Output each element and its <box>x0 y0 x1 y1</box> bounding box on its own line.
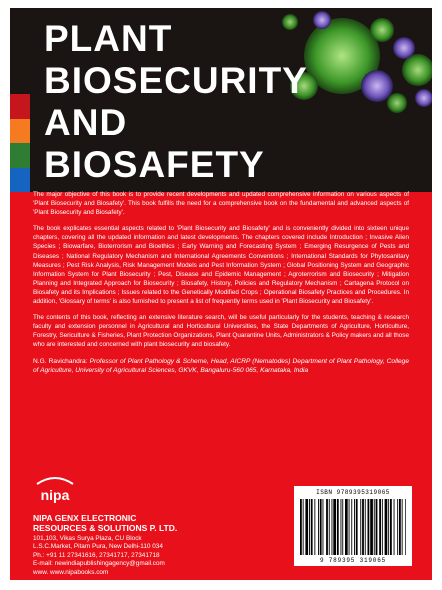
author-affiliation: Professor of Plant Pathology & Scheme, Head, AICRP (Nematodes) Department of Plant Pathology, College of Agriculture, University of Agricultural Sciences, GKVK, Bangaluru-560 065, Karnataka, India <box>33 357 409 374</box>
book-back-cover <box>10 8 432 580</box>
stripe-red <box>10 94 30 119</box>
isbn-label: ISBN 9789395319065 <box>316 489 390 496</box>
nipa-logo <box>33 476 77 506</box>
address-line: L.S.C.Market, Pitam Pura, New Delhi-110 034 <box>33 543 163 551</box>
author-credit <box>33 357 409 375</box>
blurb-paragraph-objective: The major objective of this book is to provide recent developments and updated comprehensive information on various aspects of 'Plant Biosecurity and Biosafety'. This book fulfills the need for a comprehensive book on the fundamental and advanced aspects of 'Plant Biosecurity and Biosafety'. <box>33 191 409 217</box>
publisher-name-line: NIPA GENX ELECTRONIC <box>33 513 137 523</box>
address-line: Ph.: +91 11 27341616, 27341717, 27341718 <box>33 551 160 559</box>
book-title <box>44 18 308 186</box>
title-line: BIOSAFETY <box>44 144 265 185</box>
address-email: E-mail: newindiapublishingagency@gmail.com <box>33 560 165 568</box>
stripe-orange <box>10 119 30 144</box>
publisher-block <box>33 476 263 577</box>
address-website: www. www.nipabooks.com <box>33 568 109 576</box>
stripe-blue <box>10 168 30 193</box>
publisher-name <box>33 513 263 533</box>
title-line: PLANT <box>44 18 173 59</box>
publisher-address <box>33 535 263 577</box>
color-stripes <box>10 94 30 192</box>
cover-header <box>10 8 432 192</box>
blurb-paragraph-chapters: The book explicates essential aspects related to 'Plant Biosecurity and Biosafety' and is conveniently divided into sixteen unique chapters, covering all the updated information and latest developments. The chapters covered include Introduction ; Invasive Alien Species ; Biowarfare, Bioterrorism and Bioethics ; Early Warning and Forecasting System ; Emerging Resurgence of Pests and Diseases ; National Regulatory Mechanism and International Agreements Conventions ; International Standards for Phytosanitary Measures ; Pest Risk Analysis, Risk Management Models and Pest Information System ; Global Positioning System and Geographic Information System for Plant Biosecurity ; Pest, Disease and Epidemic Management ; Agroterrorism and Biosecurity ; Mitigation Planning and Integrated Approach for Biosecurity ; Biosafety, History, Policies and Regulatory Mechanism ; Cartagena Protocol on Biosafety and its Implications ; Issues related to the Genetically Modified Crops ; Operational Biosafety Practices and Procedures. In addition, 'Glossary of terms' is also furnished to present a list of frequently terms used in 'Plant Biosecurity and Biosafety'. <box>33 225 409 306</box>
publisher-name-line: RESOURCES & SOLUTIONS P. LTD. <box>33 523 178 533</box>
author-name: N.G. Ravichandra: <box>33 357 88 365</box>
ean-digits: 9 789395 319065 <box>319 557 386 564</box>
address-line: 101,103, Vikas Surya Plaza, CU Block <box>33 535 142 542</box>
blurb-paragraph-audience: The contents of this book, reflecting an extensive literature search, will be useful particularly for the students, teaching & research faculty and extension personnel in Agricultural and Horticultural Universities, the State Departments of Agriculture, Horticulture, Forestry, Sericulture & Fisheries, Plant Protection Organizations, Plant Quarantine Units, Administrators & Policy makers and all those who are interested and concerned with plant biosecurity and biosafety. <box>33 314 409 349</box>
title-line: BIOSECURITY <box>44 60 308 101</box>
blurb <box>33 190 409 382</box>
barcode-bars <box>300 499 406 555</box>
title-line: AND <box>44 102 128 143</box>
stripe-green <box>10 143 30 168</box>
barcode <box>294 486 412 566</box>
logo-text: nipa <box>40 487 70 503</box>
